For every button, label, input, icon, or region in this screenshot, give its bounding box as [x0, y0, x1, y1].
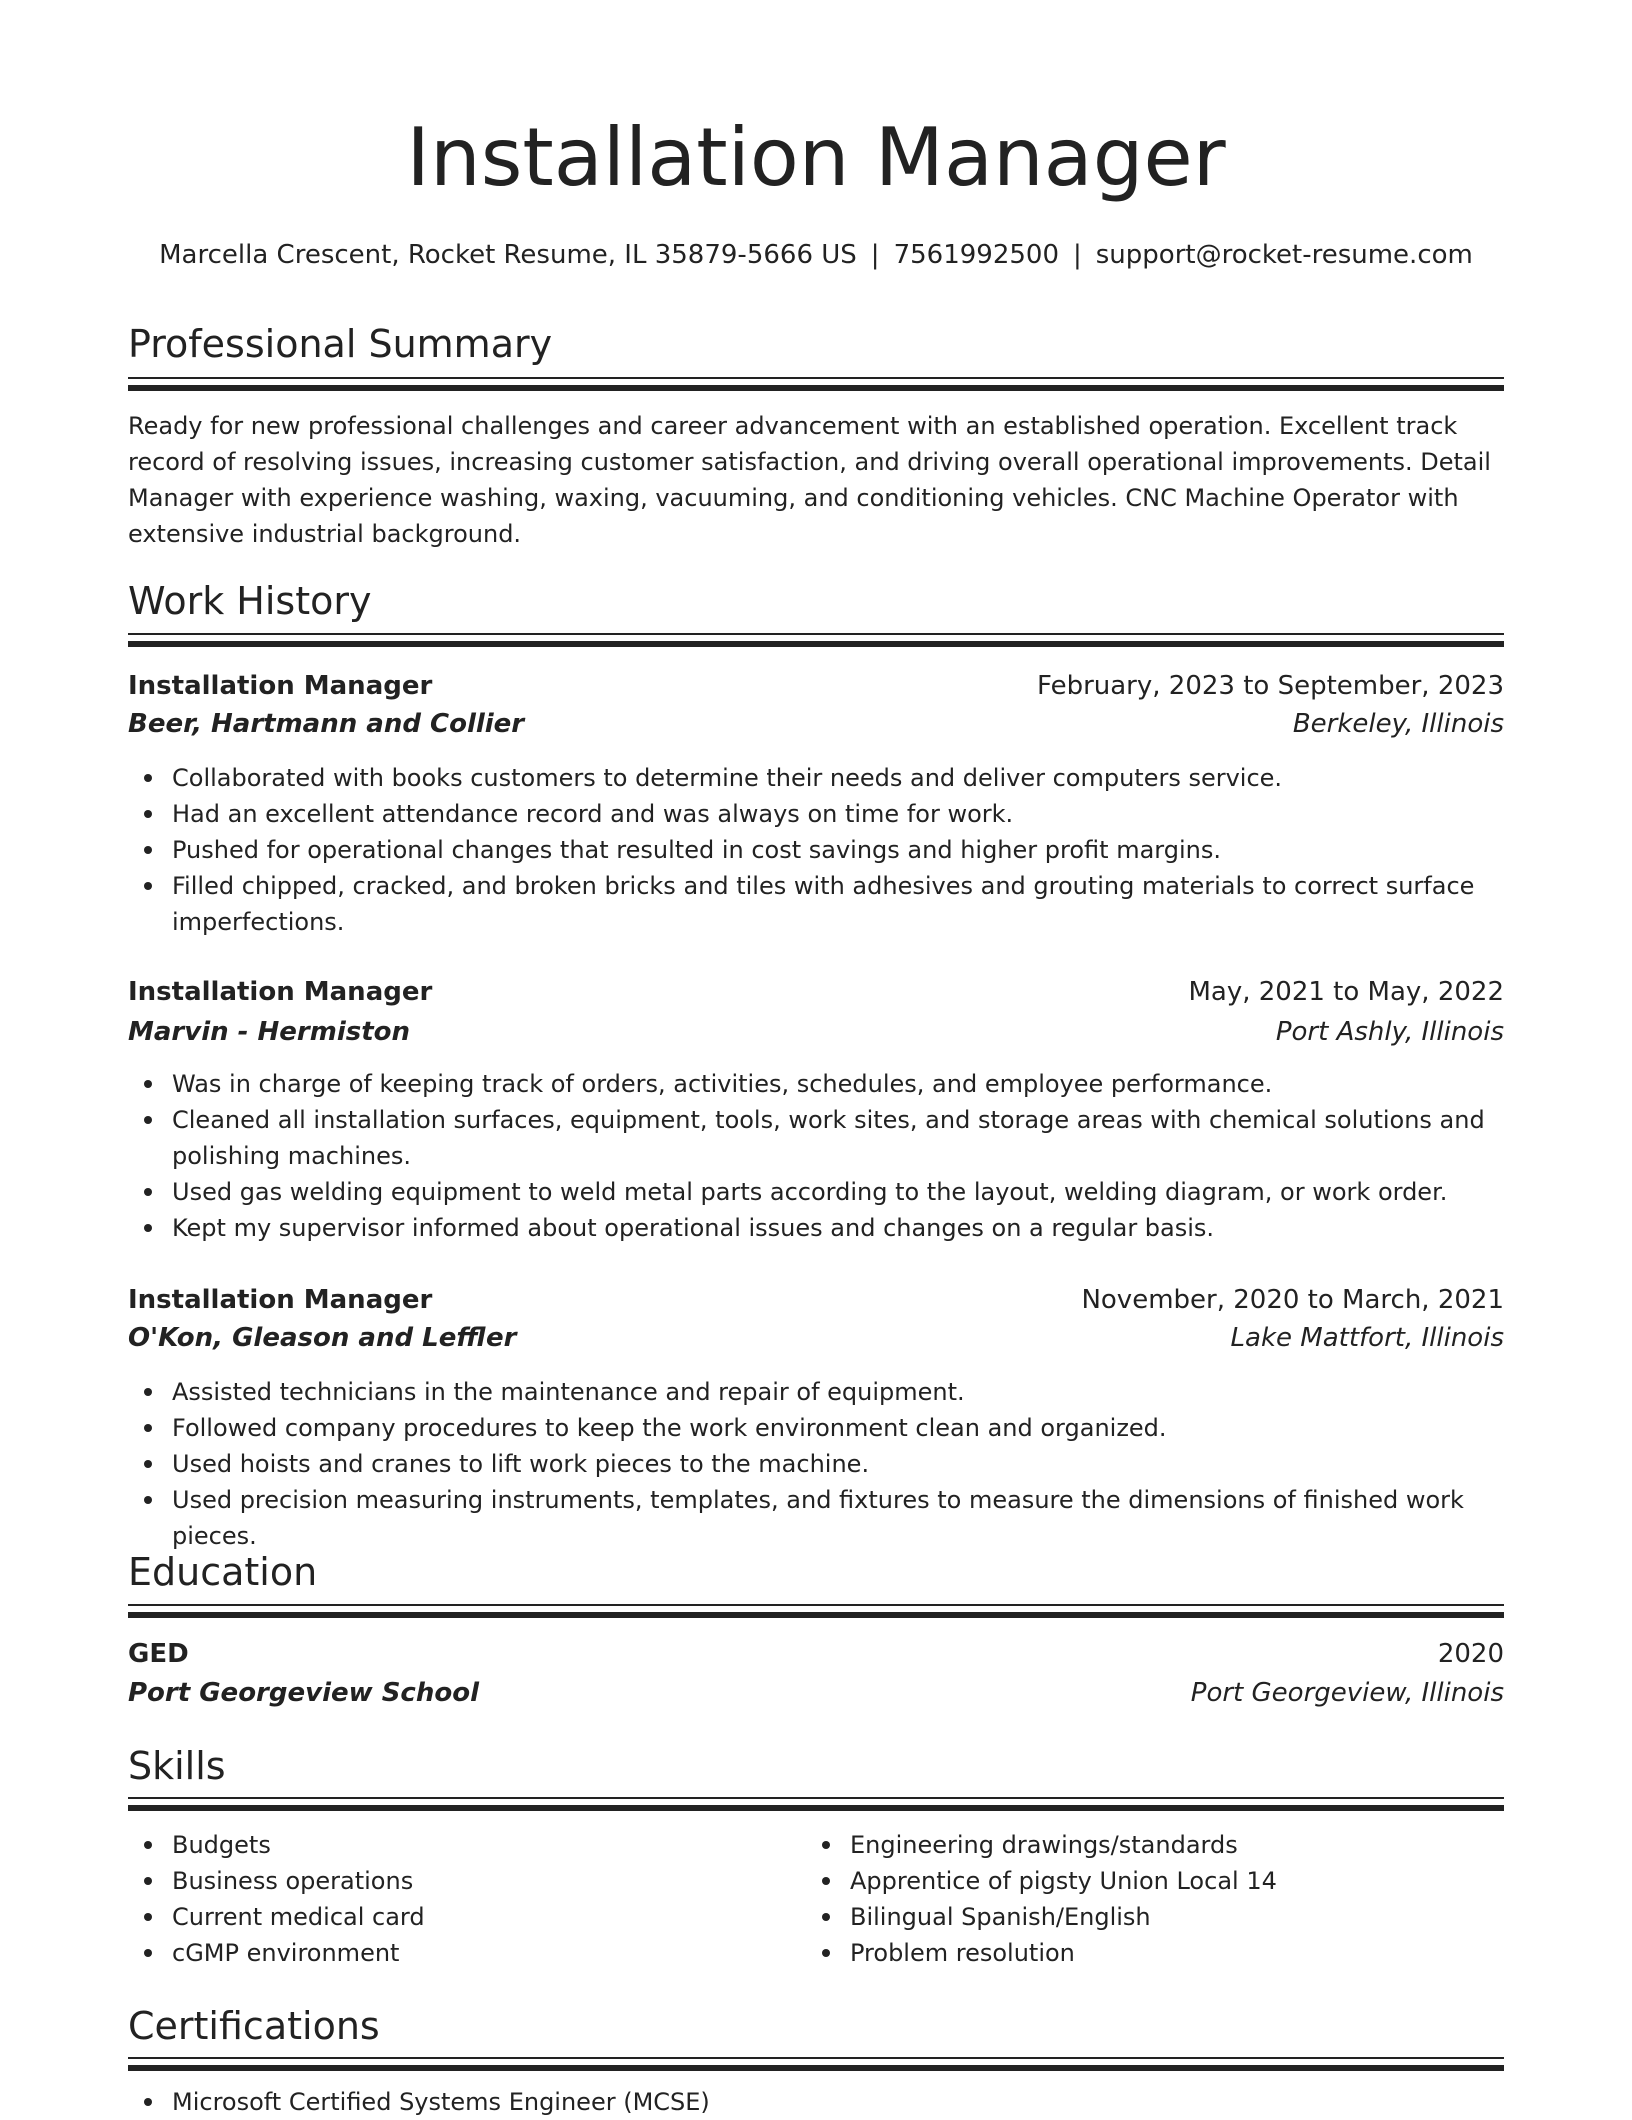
education-year: 2020: [1437, 1639, 1504, 1669]
job-header-row: [128, 673, 1504, 699]
list-item: Assisted technicians in the maintenance and repair of equipment.: [172, 1374, 1504, 1410]
list-item: Bilingual Spanish/English: [850, 1899, 1496, 1935]
job-company: Marvin - Hermiston: [128, 1017, 411, 1047]
list-item: Collaborated with books customers to determine their needs and deliver computers service.: [172, 760, 1504, 796]
list-item: Budgets: [172, 1827, 818, 1863]
job-company-row: [128, 1325, 1504, 1351]
education-header-row: [128, 1641, 1504, 1667]
education-school: Port Georgeview School: [128, 1678, 479, 1708]
job-dates: November, 2020 to March, 2021: [1081, 1285, 1504, 1315]
page-title: Installation Manager: [406, 111, 1226, 204]
job-location: Lake Mattfort, Illinois: [1230, 1323, 1504, 1353]
list-item: Pushed for operational changes that resulted in cost savings and higher profit margins.: [172, 832, 1504, 868]
education-school-row: [128, 1680, 1504, 1706]
education-heading: Education: [128, 1550, 318, 1594]
summary-heading: Professional Summary: [128, 322, 553, 366]
skills-heading: Skills: [128, 1744, 226, 1788]
job-location: Port Ashly, Illinois: [1275, 1017, 1504, 1047]
section-divider: [128, 377, 1504, 390]
job-header-row: [128, 1287, 1504, 1313]
job-company: O'Kon, Gleason and Leffler: [128, 1323, 517, 1353]
job-company: Beer, Hartmann and Collier: [128, 709, 525, 739]
job-company-row: [128, 711, 1504, 737]
list-item: Business operations: [172, 1863, 818, 1899]
list-item: Used gas welding equipment to weld metal parts according to the layout, welding diagram, or work order.: [172, 1174, 1504, 1210]
job-bullets: [128, 760, 1504, 940]
certifications-heading: Certifications: [128, 2004, 380, 2048]
job-title: Installation Manager: [128, 1285, 433, 1315]
contact-separator: |: [1072, 240, 1082, 270]
list-item: Apprentice of pigsty Union Local 14: [850, 1863, 1496, 1899]
list-item: Cleaned all installation surfaces, equipment, tools, work sites, and storage areas with chemical solutions and polishing machines.: [172, 1102, 1504, 1174]
list-item: Current medical card: [172, 1899, 818, 1935]
education-location: Port Georgeview, Illinois: [1190, 1678, 1504, 1708]
list-item: Followed company procedures to keep the work environment clean and organized.: [172, 1410, 1504, 1446]
contact-separator: |: [870, 240, 880, 270]
job-title: Installation Manager: [128, 977, 433, 1007]
list-item: Used hoists and cranes to lift work pieces to the machine.: [172, 1446, 1504, 1482]
job-bullets: [128, 1066, 1504, 1246]
list-item: Was in charge of keeping track of orders, activities, schedules, and employee performance.: [172, 1066, 1504, 1102]
job-title: Installation Manager: [128, 671, 433, 701]
list-item: Had an excellent attendance record and was always on time for work.: [172, 796, 1504, 832]
section-divider: [128, 2057, 1504, 2070]
list-item: cGMP environment: [172, 1935, 818, 1971]
section-divider: [128, 1604, 1504, 1617]
list-item: Problem resolution: [850, 1935, 1496, 1971]
section-divider: [128, 1797, 1504, 1810]
contact-email[interactable]: support@rocket-resume.com: [1095, 240, 1473, 270]
list-item: Filled chipped, cracked, and broken bricks and tiles with adhesives and grouting materials to correct surface imperfections.: [172, 868, 1504, 940]
job-company-row: [128, 1019, 1504, 1045]
section-divider: [128, 633, 1504, 646]
list-item: Used precision measuring instruments, templates, and fixtures to measure the dimensions of finished work pieces.: [172, 1482, 1504, 1554]
list-item: Engineering drawings/standards: [850, 1827, 1496, 1863]
education-degree: GED: [128, 1639, 189, 1669]
contact-address: Marcella Crescent, Rocket Resume, IL 35879-5666 US: [159, 240, 857, 270]
work-history-heading: Work History: [128, 579, 372, 623]
job-header-row: [128, 979, 1504, 1005]
job-dates: May, 2021 to May, 2022: [1188, 977, 1504, 1007]
skills-list-right: [806, 1827, 1496, 1971]
job-bullets: [128, 1374, 1504, 1554]
contact-phone: 7561992500: [893, 240, 1059, 270]
skills-list-left: [128, 1827, 818, 1971]
contact-line: [0, 240, 1632, 270]
list-item: Microsoft Certified Systems Engineer (MCSE): [172, 2084, 1504, 2120]
job-dates: February, 2023 to September, 2023: [1037, 671, 1504, 701]
summary-text: Ready for new professional challenges and career advancement with an established operation. Excellent track record of resolving issues, increasing customer satisfaction, and driving overall operational improvements. Detail Manager with experience washing, waxing, vacuuming, and conditioning vehicles. CNC Machine Operator with extensive industrial background.: [128, 412, 1491, 548]
certifications-list: [128, 2084, 1504, 2120]
list-item: Kept my supervisor informed about operational issues and changes on a regular basis.: [172, 1210, 1504, 1246]
job-location: Berkeley, Illinois: [1292, 709, 1504, 739]
